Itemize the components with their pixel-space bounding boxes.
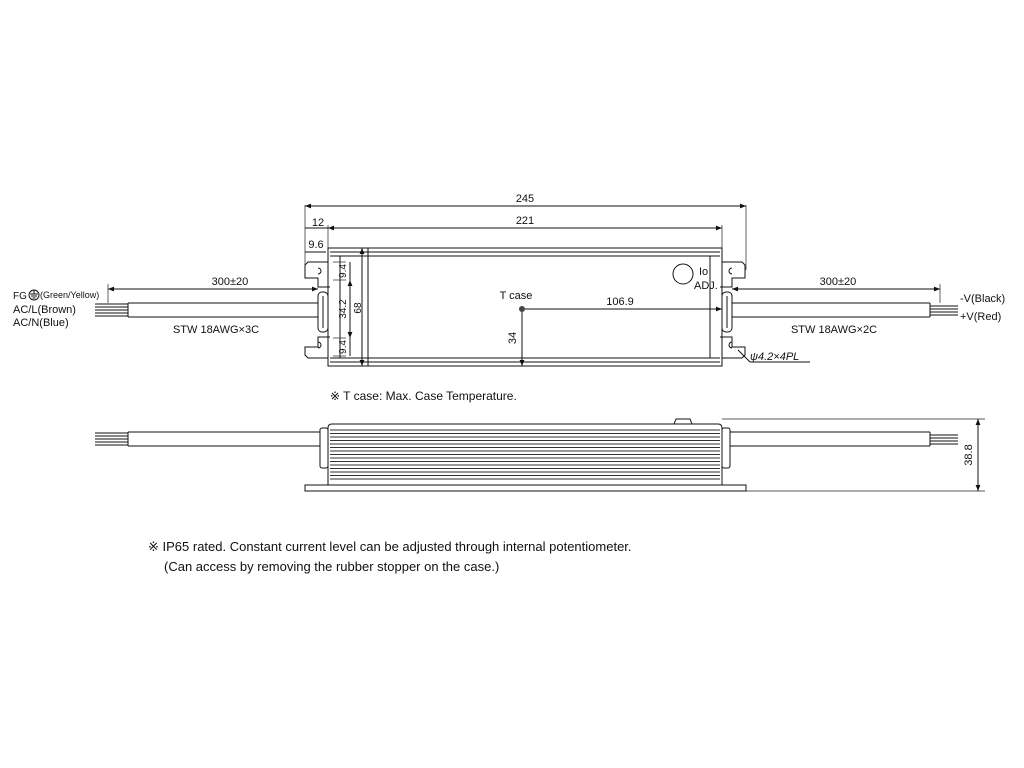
io-label: Io bbox=[699, 266, 709, 278]
side-dim-height-text: 38.8 bbox=[963, 444, 975, 466]
tcase-dot-icon bbox=[519, 306, 525, 312]
right-flange bbox=[720, 262, 745, 358]
note-line-1: ※ IP65 rated. Constant current level can be adjusted through internal potentiometer. bbox=[148, 539, 632, 554]
adj-label: ADJ. bbox=[694, 280, 718, 292]
right-cable bbox=[732, 303, 958, 317]
mount-hole-label: ψ4.2×4PL bbox=[750, 351, 800, 363]
top-view bbox=[13, 193, 1005, 403]
note-line-2: (Can access by removing the rubber stopper on the case.) bbox=[164, 559, 500, 574]
acn-label: AC/N(Blue) bbox=[13, 317, 69, 329]
tcase-note: ※ T case: Max. Case Temperature. bbox=[330, 389, 517, 403]
dim-overall-text: 245 bbox=[515, 193, 535, 205]
dim-height-text: 68 bbox=[353, 302, 364, 314]
dim-inner-text: 34.2 bbox=[338, 299, 349, 319]
left-cable-spec: STW 18AWG×3C bbox=[172, 324, 260, 336]
dim-slot-bottom-text: 9.4 bbox=[338, 340, 349, 354]
dim-flange-text: 12 bbox=[311, 217, 325, 229]
base-plate bbox=[305, 485, 746, 491]
left-cable-length: 300±20 bbox=[211, 276, 249, 288]
ground-symbol-icon bbox=[29, 290, 39, 300]
fg-prefix: FG bbox=[13, 291, 27, 302]
side-right-cable bbox=[730, 432, 958, 446]
side-left-cable bbox=[95, 432, 320, 446]
pos-label: +V(Red) bbox=[960, 311, 1002, 323]
dim-tcase-x-text: 106.9 bbox=[606, 296, 634, 308]
right-cable-length: 300±20 bbox=[819, 276, 857, 288]
case-body bbox=[328, 248, 722, 366]
dim-slot-top-text: 9.4 bbox=[338, 264, 349, 278]
fg-label: (Green/Yellow) bbox=[40, 290, 100, 300]
neg-label: -V(Black) bbox=[960, 293, 1006, 305]
potentiometer-circle-icon bbox=[673, 264, 693, 284]
dim-tcase-y-text: 34 bbox=[507, 331, 519, 345]
side-view bbox=[95, 419, 985, 491]
dim-body-text: 221 bbox=[515, 215, 535, 227]
acl-label: AC/L(Brown) bbox=[13, 304, 76, 316]
right-cable-spec: STW 18AWG×2C bbox=[790, 324, 878, 336]
tcase-label: T case bbox=[499, 290, 533, 302]
left-cable bbox=[95, 303, 318, 317]
dim-edge-text: 9.6 bbox=[308, 239, 324, 251]
heatsink-fins bbox=[330, 430, 720, 479]
left-flange bbox=[305, 262, 330, 358]
